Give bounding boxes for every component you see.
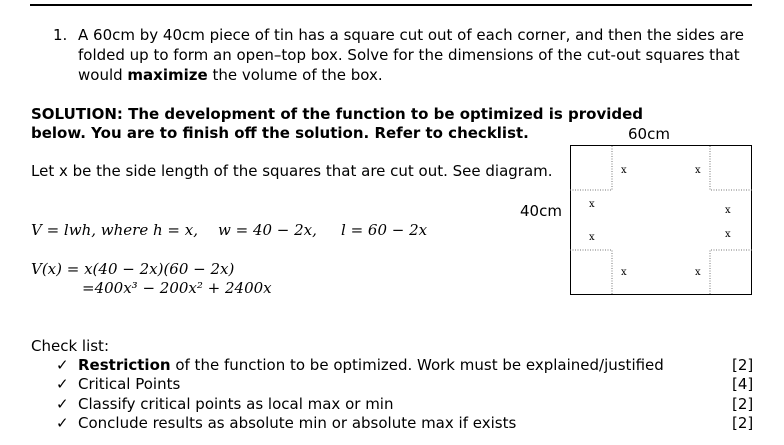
volume-function-text: V(x) = x(40 − 2x)(60 − 2x) [31,260,235,278]
check-icon: ✓ [56,395,69,413]
volume-function [31,260,234,278]
question-line-1: A 60cm by 40cm piece of tin has a square cut out of each corner, and then the sides are [78,26,744,44]
cut-label-bottom-left: x [621,267,627,278]
check-icon: ✓ [56,356,69,374]
checklist-item-critical-points [56,375,180,393]
length-definition [341,221,427,239]
checklist-points-restriction: [2] [732,356,754,374]
solution-line-2: below. You are to finish off the solution. Refer to checklist. [31,124,529,142]
checklist-points-classify: [2] [732,395,754,413]
cut-label-top-right: x [695,165,701,176]
volume-expanded [82,279,272,297]
volume-definition-text: V = lwh, where h = x, [31,221,198,239]
checklist-item-bold: Restriction [78,356,171,374]
checklist-item-text: Classify critical points as local max or min [78,395,394,413]
check-icon: ✓ [56,414,69,432]
checklist-points-conclude: [2] [732,414,754,432]
volume-definition [31,221,198,239]
question-emphasis: maximize [127,66,208,84]
solution-line-1: SOLUTION: The development of the function to be optimized is provided [31,105,644,123]
checklist-item-text: Critical Points [78,375,181,393]
cut-label-left-upper: x [589,199,595,210]
volume-expanded-text: =400x³ − 200x² + 2400x [82,279,272,297]
width-definition [218,221,317,239]
question-line-3-pre: would [78,66,128,84]
checklist-title: Check list: [31,337,109,355]
cut-label-left-lower: x [589,232,595,243]
cut-lines [570,145,752,295]
let-statement: Let x be the side length of the squares that are cut out. See diagram. [31,162,553,180]
check-icon: ✓ [56,375,69,393]
cut-label-top-left: x [621,165,627,176]
checklist-points-critical: [4] [732,375,754,393]
question-number: 1. [53,26,68,44]
cut-label-bottom-right: x [695,267,701,278]
diagram-width-label: 60cm [628,125,670,143]
question-line-3-post: the volume of the box. [207,66,383,84]
question-line-3 [78,66,383,85]
cut-label-right-upper: x [725,205,731,216]
width-definition-text: w = 40 − 2x, [218,221,317,239]
checklist-item-classify [56,395,393,413]
checklist-item-restriction [56,356,664,374]
top-divider [30,4,752,6]
checklist-item-text: of the function to be optimized. Work must be explained/justified [170,356,664,374]
question-line-2: folded up to form an open–top box. Solve for the dimensions of the cut-out squares that [78,46,740,64]
checklist-item-conclude [56,414,516,432]
checklist-item-text: Conclude results as absolute min or absolute max if exists [78,414,517,432]
tin-sheet-diagram [570,145,752,295]
diagram-height-label: 40cm [520,202,562,220]
cut-label-right-lower: x [725,229,731,240]
length-definition-text: l = 60 − 2x [341,221,428,239]
